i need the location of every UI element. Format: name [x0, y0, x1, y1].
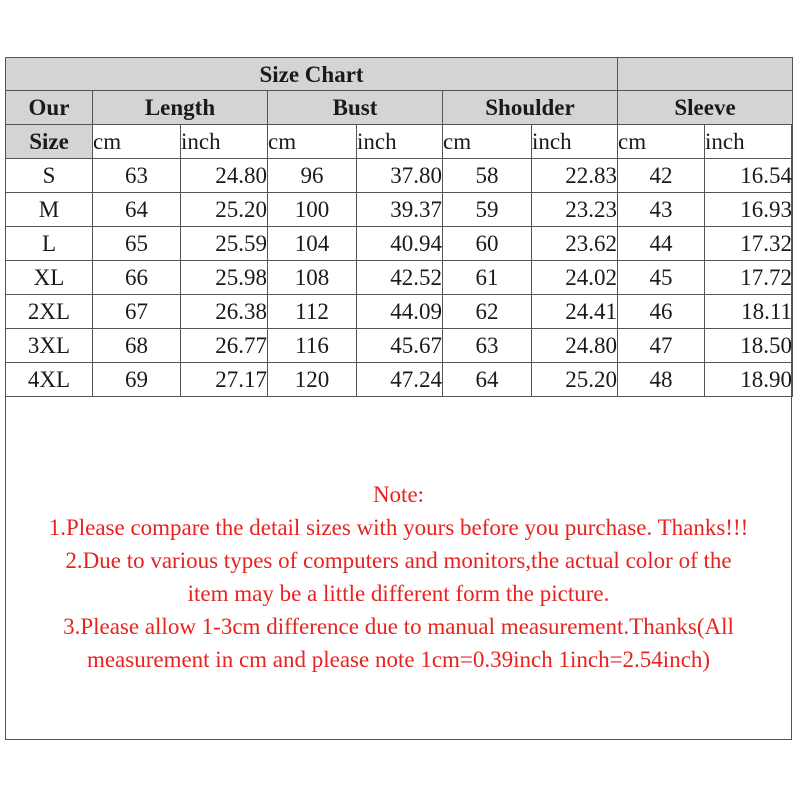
measurement-cell: 43 [618, 193, 705, 227]
measurement-cell: 39.37 [357, 193, 443, 227]
measurement-cell: 60 [443, 227, 532, 261]
note-line: 1.Please compare the detail sizes with yours before you purchase. Thanks!!! [48, 515, 749, 540]
chart-title: Size Chart [6, 58, 618, 91]
measurement-cell: 22.83 [532, 159, 618, 193]
header-shoulder: Shoulder [443, 91, 618, 125]
measurement-cell: 17.32 [705, 227, 793, 261]
measurement-cell: 42 [618, 159, 705, 193]
unit-label: inch [181, 125, 268, 159]
header-size: Size [6, 125, 93, 159]
size-label: 2XL [6, 295, 93, 329]
note-area [5, 478, 792, 676]
measurement-cell: 48 [618, 363, 705, 397]
measurement-cell: 23.23 [532, 193, 618, 227]
measurement-cell: 25.98 [181, 261, 268, 295]
header-bust: Bust [268, 91, 443, 125]
measurement-cell: 47 [618, 329, 705, 363]
measurement-cell: 63 [443, 329, 532, 363]
measurement-cell: 64 [443, 363, 532, 397]
measurement-cell: 44 [618, 227, 705, 261]
measurement-cell: 25.59 [181, 227, 268, 261]
measurement-cell: 18.50 [705, 329, 793, 363]
title-row [6, 58, 793, 91]
unit-label: cm [618, 125, 705, 159]
size-label: L [6, 227, 93, 261]
size-row [6, 193, 793, 227]
measurement-cell: 24.02 [532, 261, 618, 295]
measurement-cell: 63 [93, 159, 181, 193]
measurement-cell: 18.90 [705, 363, 793, 397]
measurement-cell: 112 [268, 295, 357, 329]
measurement-cell: 67 [93, 295, 181, 329]
size-label: S [6, 159, 93, 193]
size-row [6, 295, 793, 329]
measurement-cell: 100 [268, 193, 357, 227]
measurement-cell: 59 [443, 193, 532, 227]
measurement-cell: 58 [443, 159, 532, 193]
measurement-cell: 96 [268, 159, 357, 193]
measurement-cell: 25.20 [532, 363, 618, 397]
note-heading: Note: [372, 482, 425, 507]
measurement-cell: 16.93 [705, 193, 793, 227]
measurement-cell: 24.41 [532, 295, 618, 329]
chart-body [6, 159, 793, 397]
measurement-cell: 17.72 [705, 261, 793, 295]
measurement-cell: 26.38 [181, 295, 268, 329]
measurement-cell: 18.11 [705, 295, 793, 329]
header-sleeve: Sleeve [618, 91, 793, 125]
measurement-cell: 120 [268, 363, 357, 397]
measurement-cell: 44.09 [357, 295, 443, 329]
header-our: Our [6, 91, 93, 125]
measurement-cell: 104 [268, 227, 357, 261]
size-label: M [6, 193, 93, 227]
measurement-cell: 26.77 [181, 329, 268, 363]
measurement-cell: 65 [93, 227, 181, 261]
size-label: XL [6, 261, 93, 295]
size-row [6, 159, 793, 193]
measurement-cell: 62 [443, 295, 532, 329]
note-line: measurement in cm and please note 1cm=0.39inch 1inch=2.54inch) [86, 647, 711, 672]
size-row [6, 227, 793, 261]
header-group-row [6, 91, 793, 125]
header-unit-row [6, 125, 793, 159]
measurement-cell: 27.17 [181, 363, 268, 397]
unit-label: cm [443, 125, 532, 159]
measurement-cell: 69 [93, 363, 181, 397]
measurement-cell: 116 [268, 329, 357, 363]
size-chart-table [5, 57, 793, 397]
measurement-cell: 45.67 [357, 329, 443, 363]
measurement-cell: 47.24 [357, 363, 443, 397]
unit-label: inch [705, 125, 793, 159]
measurement-cell: 68 [93, 329, 181, 363]
note-line: 2.Due to various types of computers and monitors,the actual color of the [65, 548, 732, 573]
unit-label: cm [268, 125, 357, 159]
measurement-cell: 37.80 [357, 159, 443, 193]
measurement-cell: 64 [93, 193, 181, 227]
measurement-cell: 40.94 [357, 227, 443, 261]
unit-label: cm [93, 125, 181, 159]
size-row [6, 363, 793, 397]
header-length: Length [93, 91, 268, 125]
measurement-cell: 61 [443, 261, 532, 295]
measurement-cell: 45 [618, 261, 705, 295]
measurement-cell: 66 [93, 261, 181, 295]
measurement-cell: 24.80 [181, 159, 268, 193]
measurement-cell: 46 [618, 295, 705, 329]
size-label: 3XL [6, 329, 93, 363]
measurement-cell: 25.20 [181, 193, 268, 227]
measurement-cell: 42.52 [357, 261, 443, 295]
measurement-cell: 16.54 [705, 159, 793, 193]
measurement-cell: 108 [268, 261, 357, 295]
note-line: 3.Please allow 1-3cm difference due to manual measurement.Thanks(All [63, 614, 734, 639]
title-blank-cell [618, 58, 793, 91]
note-line: item may be a little different form the picture. [187, 581, 610, 606]
unit-label: inch [357, 125, 443, 159]
size-row [6, 329, 793, 363]
measurement-cell: 24.80 [532, 329, 618, 363]
measurement-cell: 23.62 [532, 227, 618, 261]
size-row [6, 261, 793, 295]
size-label: 4XL [6, 363, 93, 397]
unit-label: inch [532, 125, 618, 159]
